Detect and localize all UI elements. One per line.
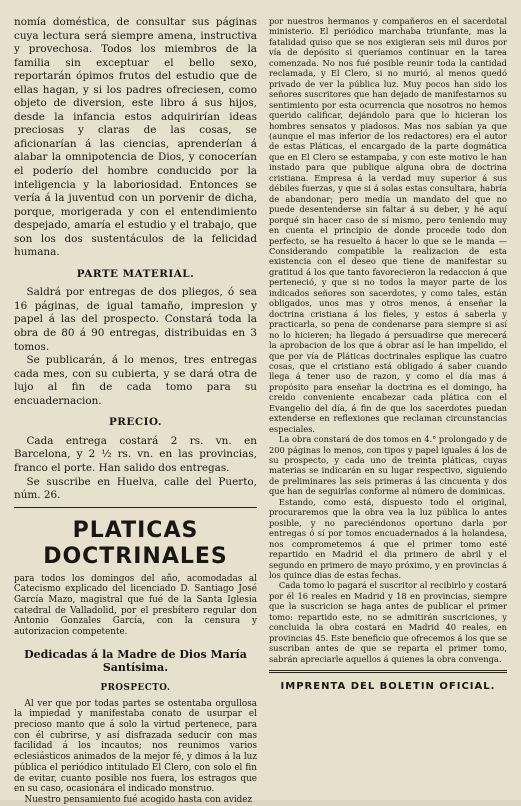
- prospecto-heading: PROSPECTO.: [100, 682, 171, 693]
- platicas-doctrinales-title: PLATICAS DOCTRINALES: [43, 517, 228, 569]
- right-paragraph-4: Cada tomo lo pagará el suscritor al recibirlo y costará por él 16 reales en Madrid y 18 en provincias, siempre que la suscricion se haga antes de publicar el primer tomo: repartido este, no se admitirán suscriciones, y concluida la obra costará en Madrid 40 reales, en provincias 45. Este beneficio que ofrecemos á los que se suscriban antes de que se reparta el primer tomo, sabrán apreciarle aquellos á quienes la obra convenga.: [268, 580, 507, 664]
- prospecto-paragraph-1: Al ver que por todas partes se ostentaba orgullosa la impiedad y manifestaba conato de usurpar el precioso manto que á solo la virtud pertenece, para con él cubrirse, y así disfrazada seducir con mas facilidad á los incautos; nos reunimos varios eclesiásticos animados de la mejor fé, y dimos á la luz pública el periódico intitulado El Clero, con solo el fin de evitar, cuanto posible nos fuera, los estragos que en su caso, ocasionára el indicado monstruo.: [14, 698, 257, 795]
- section-divider: [14, 507, 257, 508]
- imprenta-divider: [269, 670, 507, 673]
- dedication-line: Dedicadas á la Madre de Dios María Santísima.: [24, 647, 247, 675]
- right-column: [265, 16, 507, 790]
- parte-material-paragraph-2: Se publicarán, á lo menos, tres entregas cada mes, con su cubierta, y se dará otra de lujo al fin de cada tomo para su encuadernacion.: [14, 354, 257, 407]
- platicas-subtitle: para todos los domingos del año, acomodadas al Catecismo explicado del licenciado D. Santiago José García Mazo, magistral que fué de la Santa Iglesia catedral de Valladolid, por el presbítero regular don Antonio Gonzales García, con la censura y autorizacion competente.: [14, 573, 257, 638]
- parte-material-heading: PARTE MATERIAL.: [76, 267, 195, 280]
- right-paragraph-3: Estando, como está, dispuesto todo el original, procuraremos que la obra vea la luz pública lo antes posible, y no pareciéndonos oportuno darla por entregas ó sí por tomos encuadernados á la holandesa, nos comprometemos á que el primer tomo esté repartido en Madrid el dia primero de abril y el segundo en primero de mayo próximo, y en provincias á los quince dias de estas fechas.: [268, 496, 507, 581]
- precio-paragraph-1: Cada entrega costará 2 rs. vn. en Barcelona, y 2 ½ rs. vn. en las provincias, franco el porte. Han salido dos entregas.: [14, 434, 257, 474]
- two-column-layout: [14, 16, 507, 805]
- left-column: [14, 16, 257, 805]
- precio-heading: PRECIO.: [108, 416, 163, 429]
- imprenta-footer: IMPRENTA DEL BOLETIN OFICIAL.: [280, 681, 496, 693]
- prospecto-paragraph-2: Nuestro pensamiento fué acogido hasta con avidez: [24, 794, 253, 805]
- right-paragraph-1: por nuestros hermanos y compañeros en el sacerdotal ministerio. El periódico marchaba triunfante, mas la fatalidad quiso que se nos exigieran seis mil duros por vía de depósito si queríamos continuar en la tarea comenzada. No nos fué posible reunir toda la cantidad reclamada, y El Clero, si no murió, al menos quedó privado de ver la pública luz. Muy pocos han sido los señores suscritores que han dejado de manifestarnos su sentimiento por esta ocurrencia que nosotros no hemos querido calificar, dejándolo para que lo hicieran los hombres sensatos y piadosos. Mas nos sabían ya que (aunque el mas inferior de los redactores) era el autor de estas Pláticas, el encargado de la parte dogmática que en El Clero se estampaba, y con este motivo le han instado para que publique alguna obra de doctrina cristiana. Empresa á la verdad muy superior á sus débiles fuerzas, y que si á solas estas consultara, habría de abandonar; pero medía un mandato del que no puede desentenderse sin faltar á su deber, y hé aquí porqué sin hacer caso de sí mismo, pero teniendo muy en cuenta el principio de donde procede todo don perfecto, se ha resuelto á hacer lo que se le manda —Considerando compatible la realizacion de esta existencia con el deseo que tiene de manifestar su gratitud á los que tanto favorecieron la redaccion á que perteneció, y que si no todos la mayor parte de los indicados señores son sacerdotes, y como tales, están obligados, unos mas y otros menos, á enseñar la doctrina cristiana á los fieles, y estos á saberla y practicarla, so pena de condenarse para siempre si así no lo hicieren; ha llegado á persuadirse que merecerá la aprobacion de los que á obrar así le han impelido, el que por vía de Pláticas doctrinales esplique las cuatro cosas, que el cristiano está obligado á saber cuando llega á tener uso de razon, y como el día mas á propósito para enseñar la doctrina es el domingo, ha creido conveniente encabezar cada plática con el Evangelio del día, á fin de que los sacerdotes puedan extenderse en reflexiones que reclaman circunstancias especiales.: [268, 16, 507, 434]
- parte-material-paragraph-1: Saldrá por entregas de dos pliegos, ó sea 16 páginas, de igual tamaño, impresion y papel á las del prospecto. Constará toda la obra de 80 á 90 entregas, distribuidas en 3 tomos.: [14, 286, 257, 353]
- precio-paragraph-2: Se suscribe en Huelva, calle del Puerto, núm. 26.: [14, 475, 257, 502]
- right-paragraph-2: La obra constará de dos tomos en 4.° prolongado y de 200 páginas lo menos, con tipos y papel iguales á los de su prospecto, y cada uno de treinta pláticas, cuyas materias se indicarán en su lugar respectivo, siguiendo de preliminares las seis primeras á las cincuenta y dos que han de seguirlas conforme al número de dominicas.: [268, 434, 507, 497]
- intro-paragraph: nomía doméstica, de consultar sus páginas cuya lectura será siempre amena, instructiva y provechosa. Todos los miembros de la familia sin exceptuar el bello sexo, reportarán ópimos frutos del estudio que de ellas hagan, y si los padres ofreciesen, como objeto de diversion, este libro á sus hijos, desde la infancia estos adquirirían ideas preciosas y claras de las cosas, se aficionarían á las ciencias, aprenderían á alabar la omnipotencia de Dios, y conocerían el poderío del hombre conducido por la inteligencia y la laboriosidad. Entonces se vería á la juventud con un porvenir de dicha, porque, morigerada y con el entendimiento despejado, amaría el estudio y el trabajo, que son los dos sustentáculos de la felicidad humana.: [14, 16, 257, 259]
